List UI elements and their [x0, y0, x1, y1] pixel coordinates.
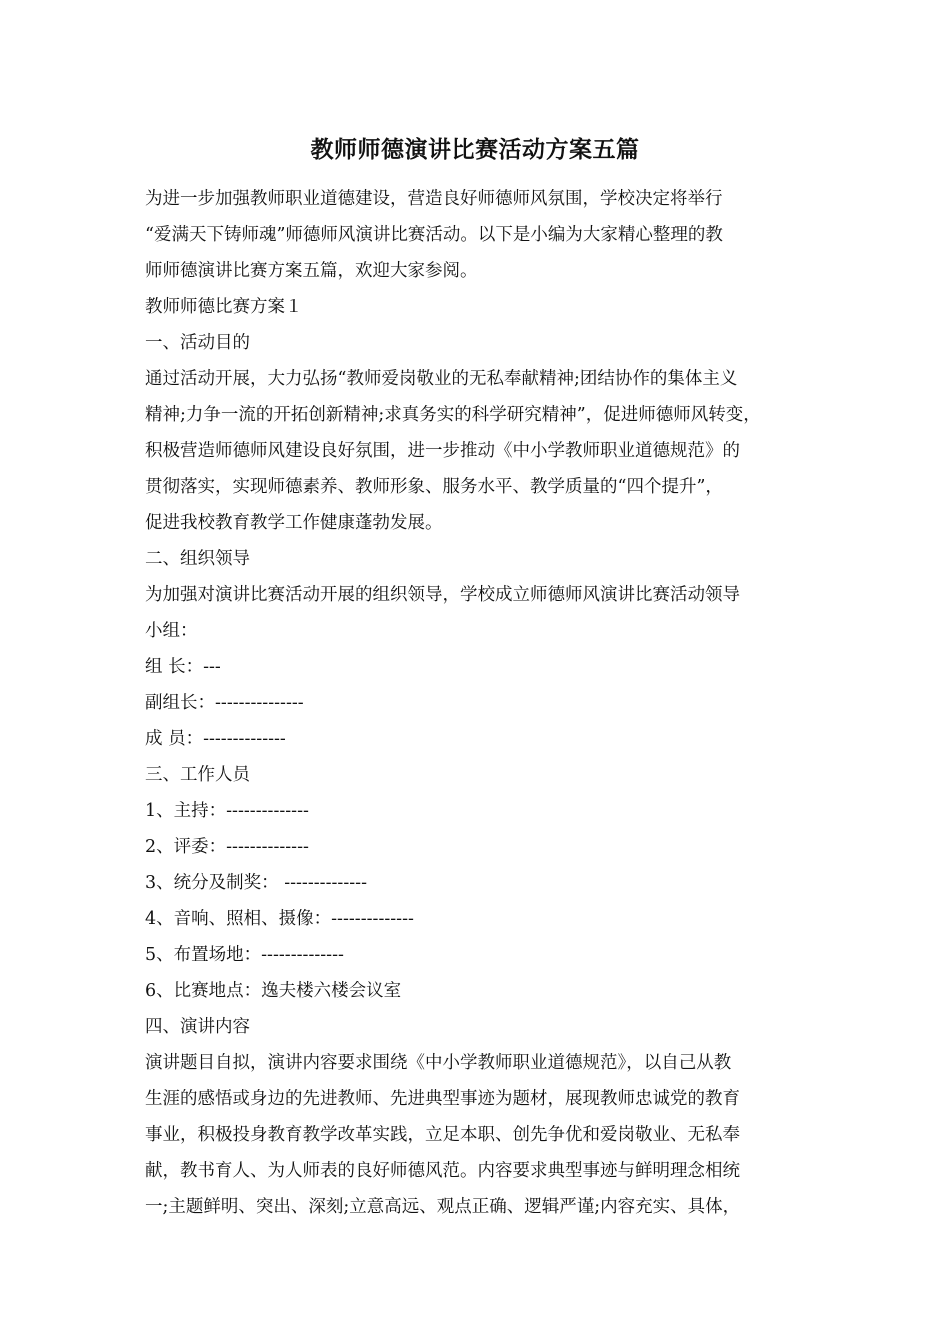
paragraph-line: 生涯的感悟或身边的先进教师、先进典型事迹为题材，展现教师忠诚党的教育	[145, 1089, 740, 1109]
paragraph-members	[145, 721, 810, 757]
document-title: 教师师德演讲比赛活动方案五篇	[310, 136, 640, 163]
paragraph-line: “爱满天下铸师魂”师德师风演讲比赛活动。以下是小编为大家精心整理的教	[145, 225, 723, 245]
paragraph-vice-leader	[145, 685, 810, 721]
paragraph-line: 3、统分及制奖： --------------	[145, 873, 367, 893]
paragraph-line: 副组长：---------------	[145, 693, 304, 713]
paragraph-section-1-heading	[145, 325, 810, 361]
paragraph-staff-1	[145, 793, 810, 829]
paragraph-staff-4	[145, 901, 810, 937]
paragraph-line: 三、工作人员	[145, 765, 250, 785]
paragraph-line: 为进一步加强教师职业道德建设，营造良好师德师风氛围，学校决定将举行	[145, 189, 723, 209]
paragraph-section-4-heading	[145, 1009, 810, 1045]
paragraph-staff-5	[145, 937, 810, 973]
paragraph-line: 1、主持：--------------	[145, 801, 309, 821]
paragraph-line: 精神;力争一流的开拓创新精神;求真务实的科学研究精神”，促进师德师风转变，	[145, 405, 761, 425]
paragraph-plan-heading	[145, 289, 810, 325]
paragraph-line: 事业，积极投身教育教学改革实践，立足本职、创先争优和爱岗敬业、无私奉	[145, 1125, 740, 1145]
paragraph-line: 为加强对演讲比赛活动开展的组织领导，学校成立师德师风演讲比赛活动领导	[145, 585, 740, 605]
paragraph-line: 2、评委：--------------	[145, 837, 309, 857]
paragraph-line: 二、组织领导	[145, 549, 250, 569]
paragraph-line: 积极营造师德师风建设良好氛围，进一步推动《中小学教师职业道德规范》的	[145, 441, 740, 461]
paragraph-section-3-heading	[145, 757, 810, 793]
document-body	[145, 181, 810, 1225]
paragraph-line: 促进我校教育教学工作健康蓬勃发展。	[145, 513, 443, 533]
paragraph-line: 5、布置场地：--------------	[145, 945, 344, 965]
paragraph-line: 贯彻落实，实现师德素养、教师形象、服务水平、教学质量的“四个提升”，	[145, 477, 723, 497]
paragraph-section-2-heading	[145, 541, 810, 577]
paragraph-line: 演讲题目自拟，演讲内容要求围绕《中小学教师职业道德规范》，以自己从教	[145, 1053, 732, 1073]
paragraph-line: 小组：	[145, 621, 198, 641]
paragraph-section-2-body	[145, 577, 810, 649]
paragraph-line: 6、比赛地点：逸夫楼六楼会议室	[145, 981, 402, 1001]
paragraph-intro	[145, 181, 810, 289]
paragraph-line: 一;主题鲜明、突出、深刻;立意高远、观点正确、逻辑严谨;内容充实、具体，	[145, 1197, 741, 1217]
paragraph-section-4-body	[145, 1045, 810, 1225]
paragraph-line: 四、演讲内容	[145, 1017, 250, 1037]
paragraph-line: 教师师德比赛方案１	[145, 297, 303, 317]
paragraph-staff-3	[145, 865, 810, 901]
paragraph-line: 通过活动开展，大力弘扬“教师爱岗敬业的无私奉献精神;团结协作的集体主义	[145, 369, 738, 389]
paragraph-line: 师师德演讲比赛方案五篇，欢迎大家参阅。	[145, 261, 478, 281]
paragraph-line: 献，教书育人、为人师表的良好师德风范。内容要求典型事迹与鲜明理念相统	[145, 1161, 740, 1181]
paragraph-staff-6	[145, 973, 810, 1009]
paragraph-line: 一、活动目的	[145, 333, 250, 353]
paragraph-line: 4、音响、照相、摄像：--------------	[145, 909, 414, 929]
paragraph-section-1-body	[145, 361, 810, 541]
paragraph-line: 组 长：---	[145, 657, 221, 677]
paragraph-leader	[145, 649, 810, 685]
paragraph-line: 成 员：--------------	[145, 729, 286, 749]
paragraph-staff-2	[145, 829, 810, 865]
